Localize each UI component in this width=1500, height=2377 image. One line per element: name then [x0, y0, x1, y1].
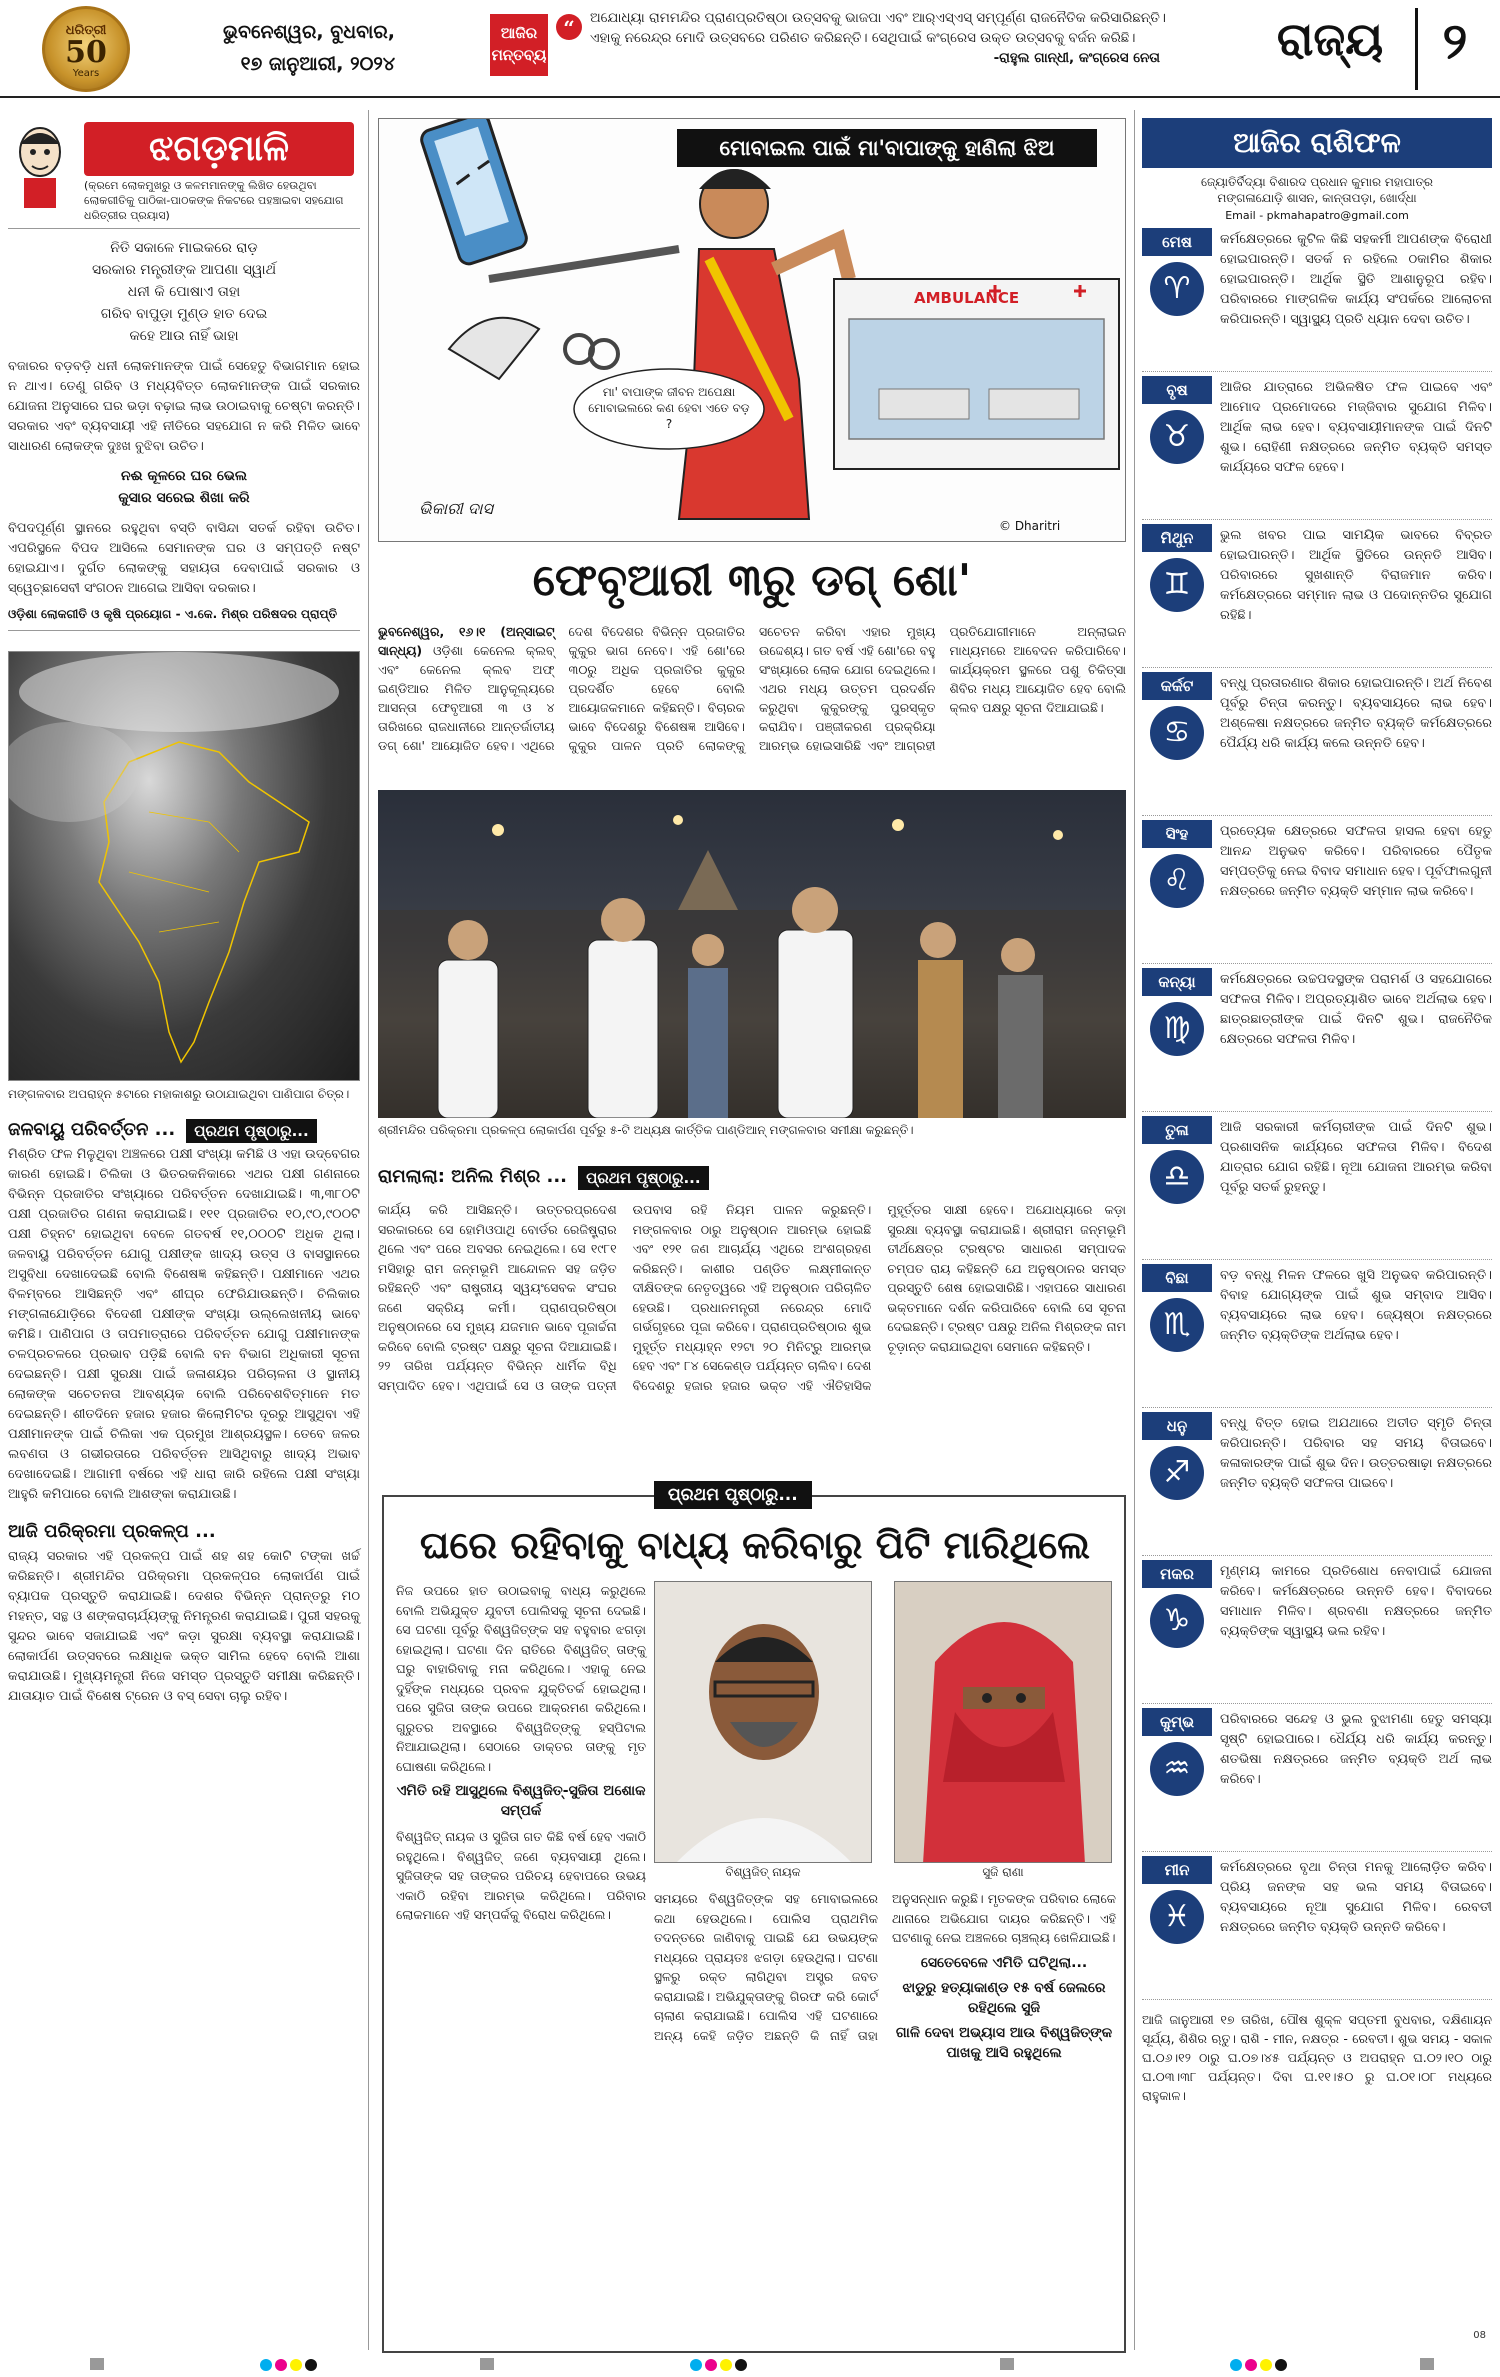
photo-caption: ବିଶ୍ୱଜିତ୍‌ ନାୟକ: [725, 1865, 801, 1879]
quote-of-day: [590, 8, 1190, 68]
zodiac-entry: [1142, 1408, 1492, 1556]
weather-satellite-image: [8, 651, 360, 1081]
column-subtitle: (କ୍ରମେ ଲୋକମୁଖରୁ ଓ କଳମମାନଙ୍କୁ ଲିଖିତ ହେଉଥିବା ଲୋକଗୀତିକୁ ପାଠିକା-ପାଠକଙ୍କ ନିକଟରେ ପହଞ୍ଚାଇବା ସହଯୋଗ ଧରିତ୍ରୀର ପ୍ରୟାସ): [84, 179, 344, 222]
accused-photo: [894, 1581, 1112, 1863]
quote-author: -ରାହୁଲ ଗାନ୍ଧୀ, କଂଗ୍ରେସ ନେତା: [993, 50, 1160, 66]
left-column: [8, 118, 360, 1707]
photo-row: [654, 1581, 1116, 1881]
satellite-caption: ମଙ୍ଗଳବାର ଅପରାହ୍ନ ୫ଟାରେ ମହାକାଶରୁ ଉଠାଯାଇଥିବା ପାଣିପାଗ ଚିତ୍ର।: [8, 1087, 350, 1101]
zodiac-prediction: କର୍ମକ୍ଷେତ୍ରରେ ଉଚ୍ଚପଦସ୍ଥଙ୍କ ପରାମର୍ଶ ଓ ସହଯୋଗରେ ସଫଳତା ମିଳିବ। ଅପ୍ରତ୍ୟାଶିତ ଭାବେ ଅର୍ଥଲାଭ ହେବ। ଛାତ୍ରଛାତ୍ରୀଙ୍କ ପାଇଁ ଦିନଟି ଶୁଭ। ରାଜନୈତିକ କ୍ଷେତ୍ରରେ ସଫଳତା ମିଳିବ।: [1220, 972, 1492, 1047]
dateline-date: ୧୭ ଜାନୁଆରୀ, ୨୦୨୪: [240, 53, 395, 75]
zodiac-name: ତୁଳା: [1142, 1116, 1212, 1144]
column-title: ଝଗଡ଼ମାଳି: [84, 122, 354, 176]
story-dateline: ଭୁବନେଶ୍ୱର, ୧୬।୧ (ଅନ୍‌ସାଇଟ୍‌ ସାନ୍ଧ୍ୟ): [378, 624, 555, 658]
zodiac-prediction: ଆଜିର ଯାତ୍ରାରେ ଅଭିଳଷିତ ଫଳ ପାଇବେ ଏବଂ ଆମୋଦ ପ୍ରମୋଦରେ ମଜ୍ଜିବାର ସୁଯୋଗ ମିଳିବ। ଆର୍ଥିକ ଲାଭ ହେବ। ବ୍ୟବସାୟୀମାନଙ୍କ ପାଇଁ ଦିନଟି ଶୁଭ। ରୋହିଣୀ ନକ୍ଷତ୍ରରେ ଜନ୍ମିତ ବ୍ୟକ୍ତି ସମସ୍ତ କାର୍ଯ୍ୟରେ ସଫଳ ହେବେ।: [1220, 380, 1492, 475]
jump-body: ମିଶ୍ରିତ ଫଳ ମିଳୁଥିବା ଅଞ୍ଚଳରେ ପକ୍ଷୀ ସଂଖ୍ୟା କମିଛି ଓ ଏହା ଉଦ୍‌ବେଗର କାରଣ ହୋଇଛି। ଚିଲିକା ଓ ଭିତରକନିକାରେ ଏଥର ପକ୍ଷୀ ଗଣନାରେ ବିଭିନ୍ନ ପ୍ରଜାତିର ସଂଖ୍ୟାରେ ପରିବର୍ତ୍ତନ ଦେଖାଯାଇଛି। ୩,୩୮୦ଟି ପକ୍ଷୀ ପ୍ରଜାତିର ଗଣନା କରାଯାଇଛି। ୧୧୧ ପ୍ରଜାତିର ୧୦,୯୦,୯୦୦ଟି ପକ୍ଷୀ ଚିହ୍ନଟ ହୋଇଥିବା ବେଳେ ଗତବର୍ଷ ୧୧,୦୦୦ଟି ଅଧିକ ଥିଲା। ଜଳବାୟୁ ପରିବର୍ତ୍ତନ ଯୋଗୁ ପକ୍ଷୀଙ୍କ ଖାଦ୍ୟ ଉତ୍ସ ଓ ବାସସ୍ଥାନରେ ଅସୁବିଧା ଦେଖାଦେଇଛି ବୋଲି ବିଶେଷଜ୍ଞ କହିଛନ୍ତି। ପକ୍ଷୀମାନେ ଏଥର ବିଳମ୍ବରେ ଆସିଛନ୍ତି ଏବଂ ଶୀଘ୍ର ଫେରିଯାଉଛନ୍ତି। ଚିଲିକାର ମଙ୍ଗଳାଯୋଡ଼ିରେ ବିଦେଶୀ ପକ୍ଷୀଙ୍କ ସଂଖ୍ୟା ଉଲ୍ଲେଖନୀୟ ଭାବେ କମିଛି। ପାଣିପାଗ ଓ ତାପମାତ୍ରାରେ ପରିବର୍ତ୍ତନ ଯୋଗୁ ପକ୍ଷୀମାନଙ୍କ ଚଳପ୍ରଚଳରେ ପ୍ରଭାବ ପଡ଼ିଛି ବୋଲି ବନ ବିଭାଗ ଅଧିକାରୀ ସୂଚନା ଦେଇଛନ୍ତି। ପକ୍ଷୀ ସୁରକ୍ଷା ପାଇଁ ଜଳାଶୟର ପରିଚାଳନା ଓ ସ୍ଥାନୀୟ ଲୋକଙ୍କ ସଚେତନତା ଆବଶ୍ୟକ ବୋଲି ପରିବେଶବିତ୍‌ମାନେ ମତ ଦେଇଛନ୍ତି। ଶୀତଦିନେ ହଜାର ହଜାର କିଲୋମିଟର ଦୂରରୁ ଆସୁଥିବା ଏହି ପକ୍ଷୀମାନଙ୍କ ପାଇଁ ଚିଲିକା ଏକ ପ୍ରମୁଖ ଆଶ୍ରୟସ୍ଥଳ। ତେବେ ଜଳର ଲବଣତା ଓ ଗଭୀରତାରେ ପରିବର୍ତ୍ତନ ଆସିଥିବାରୁ ଖାଦ୍ୟ ଅଭାବ ଦେଖାଦେଇଛି। ଆଗାମୀ ବର୍ଷରେ ଏହି ଧାରା ଜାରି ରହିଲେ ପକ୍ଷୀ ସଂଖ୍ୟା ଆହୁରି କମିପାରେ ବୋଲି ଆଶଙ୍କା କରାଯାଉଛି।: [8, 1147, 360, 1502]
quote-of-day-tag: ଆଜିର ମନ୍ତବ୍ୟ: [490, 14, 548, 76]
column-credit: ଓଡ଼ିଶା ଲୋକଗୀତି ଓ କୃଷି ପ୍ରୟୋଗ - ଏ.କେ. ମିଶ୍ର ପରିଷଦର ପ୍ରାପ୍ତି: [8, 607, 360, 631]
section-divider: [1415, 8, 1418, 90]
registration-bar: [1000, 2358, 1014, 2370]
zodiac-prediction: ପ୍ରତ୍ୟେକ କ୍ଷେତ୍ରରେ ସଫଳତା ହାସଲ ହେବା ହେତୁ ଆନନ୍ଦ ଅନୁଭବ କରିବେ। ପରିବାରରେ ପୈତୃକ ସମ୍ପତ୍ତିକୁ ନେଇ ବିବାଦ ସମାଧାନ ହେବ। ପୂର୍ବଫାଲଗୁନୀ ନକ୍ଷତ୍ରରେ ଜନ୍ମିତ ବ୍ୟକ୍ତି ସମ୍ମାନ ଲାଭ କରିବେ।: [1220, 824, 1492, 899]
cartoon-copyright: © Dharitri: [999, 519, 1061, 533]
section-name: ରାଜ୍ୟ: [1276, 12, 1384, 66]
zodiac-name: କନ୍ୟା: [1142, 968, 1212, 996]
jump-header: [8, 1517, 360, 1547]
newspaper-logo: [42, 6, 130, 92]
poem-line: ଧନୀ କି ପୋଷାଏ ତାହା: [127, 284, 241, 300]
story-column: [396, 1581, 646, 1925]
zodiac-symbol-icon: ♋: [1150, 706, 1204, 760]
continued-tag: ପ୍ରଥମ ପୃଷ୍ଠାରୁ...: [186, 1119, 316, 1143]
zodiac-symbol-icon: ♎: [1150, 1150, 1204, 1204]
zodiac-symbol-icon: ♑: [1150, 1594, 1204, 1648]
zodiac-symbol-icon: ♓: [1150, 1890, 1204, 1944]
zodiac-symbol-icon: ♐: [1150, 1446, 1204, 1500]
poem-line: କୁସାର ସରେଇ ଶିଖା କରି: [118, 490, 250, 506]
poem-line: ନଈ କୂଳରେ ଘର ଭେଲ: [120, 468, 248, 484]
zodiac-entry: [1142, 1852, 1492, 2000]
photo-caption: ସୁଜି ରାଣା: [982, 1865, 1024, 1879]
astrologer-email: Email - pkmahapatro@gmail.com: [1225, 209, 1409, 222]
section-header: [1250, 6, 1492, 88]
zodiac-symbol-icon: ♍: [1150, 1002, 1204, 1056]
story-body: [378, 622, 1126, 755]
color-registration-dots: [260, 2356, 320, 2372]
story-text: ନିଜ ଉପରେ ହାତ ଉଠାଇବାକୁ ବାଧ୍ୟ କରୁଥିଲେ ବୋଲି ଅଭିଯୁକ୍ତ ଯୁବତୀ ପୋଲିସକୁ ସୂଚନା ଦେଇଛି। ସେ ଘଟଣା ପୂର୍ବରୁ ବିଶ୍ୱଜିତ୍‌ଙ୍କ ସହ ବହୁବାର ଝଗଡ଼ା ହୋଇଥିଲା। ଘଟଣା ଦିନ ରାତିରେ ବିଶ୍ୱଜିତ୍‌ ତାଙ୍କୁ ଘରୁ ବାହାରିବାକୁ ମନା କରିଥିଲେ। ଏହାକୁ ନେଇ ଦୁହିଁଙ୍କ ମଧ୍ୟରେ ପ୍ରବଳ ଯୁକ୍ତିତର୍କ ହୋଇଥିଲା। ପରେ ସୁଜିତା ତାଙ୍କ ଉପରେ ଆକ୍ରମଣ କରିଥିଲେ। ଗୁରୁତର ଅବସ୍ଥାରେ ବିଶ୍ୱଜିତ୍‌ଙ୍କୁ ହସ୍ପିଟାଲ ନିଆଯାଇଥିଲା। ସେଠାରେ ଡାକ୍ତର ତାଙ୍କୁ ମୃତ ଘୋଷଣା କରିଥିଲେ।: [396, 1583, 646, 1774]
zodiac-prediction: ଆଜି ସରକାରୀ କର୍ମଚାରୀଙ୍କ ପାଇଁ ଦିନଟି ଶୁଭ। ପ୍ରଶାସନିକ କାର୍ଯ୍ୟରେ ସଫଳତା ମିଳିବ। ବିଦେଶ ଯାତ୍ରାର ଯୋଗ ରହିଛି। ନୂଆ ଯୋଜନା ଆରମ୍ଭ କରିବା ପୂର୍ବରୁ ସତର୍କ ରୁହନ୍ତୁ।: [1220, 1120, 1492, 1195]
zodiac-symbol-icon: ♈: [1150, 262, 1204, 316]
zodiac-entry: [1142, 224, 1492, 372]
zodiac-entry: [1142, 668, 1492, 816]
zodiac-entry: [1142, 1260, 1492, 1408]
story-subhead: ଏମିତି ରହି ଆସୁଥିଲେ ବିଶ୍ୱଜିତ୍‌-ସୁଜିତା ଅଶୋକ ସମ୍ପର୍କ: [396, 1783, 646, 1819]
zodiac-name: ସିଂହ: [1142, 820, 1212, 848]
story-headline: ଘରେ ରହିବାକୁ ବାଧ୍ୟ କରିବାରୁ ପିଟି ମାରିଥିଲେ: [419, 1523, 1091, 1567]
astrologer-name: ଜ୍ୟୋତିର୍ବିଦ୍ୟା ବିଶାରଦ ପ୍ରଧାନ କୁମାର ମହାପାତ୍ର: [1201, 175, 1433, 189]
logo-years-number: 50: [65, 35, 107, 70]
story-subhead: ଗାଳି ଦେବା ଅଭ୍ୟାସ ଆଉ ବିଶ୍ୱଜିତ୍‌ଙ୍କ ପାଖକୁ ଆସି ରହୁଥିଲେ: [895, 2025, 1113, 2061]
logo-name: ଧରିତ୍ରୀ: [65, 23, 107, 38]
jump-title: ଆଜି ପରିକ୍ରମା ପ୍ରକଳ୍ପ ...: [8, 1521, 216, 1542]
column-paragraph: ବିପଦପୂର୍ଣ୍ଣ ସ୍ଥାନରେ ରହୁଥିବା ବସ୍ତି ବାସିନ୍ଦା ସତର୍କ ରହିବା ଉଚିତ। ଏପରିସ୍ଥଳେ ବିପଦ ଆସିଲେ ସେମାନଙ୍କ ଘର ଓ ସମ୍ପତ୍ତି ନଷ୍ଟ ହୋଇଯାଏ। ଦୁର୍ଗତ ଲୋକଙ୍କୁ ସହାୟତା ଦେବାପାଇଁ ସରକାର ଓ ସ୍ୱେଚ୍ଛାସେବୀ ସଂଗଠନ ଆଗେଇ ଆସିବା ଦରକାର।: [8, 521, 360, 596]
zodiac-name: ମେଷ: [1142, 228, 1212, 256]
inspection-photo: [378, 790, 1126, 1118]
masthead: [0, 0, 1500, 98]
story-text: ସମୟରେ ବିଶ୍ୱଜିତ୍‌ଙ୍କ ସହ ମୋବାଇଲରେ କଥା ହେଉଥିଲେ। ପୋଲିସ ପ୍ରାଥମିକ ତଦନ୍ତରେ ଜାଣିବାକୁ ପାଇଛି ଯେ ଉଭୟଙ୍କ ମଧ୍ୟରେ ପ୍ରାୟତଃ ଝଗଡ଼ା ହେଉଥିଲା। ଘଟଣା ସ୍ଥଳରୁ ରକ୍ତ ଲାଗିଥିବା ଅସ୍ତ୍ର ଜବତ କରାଯାଇଛି। ଅଭିଯୁକ୍ତାଙ୍କୁ ଗିରଫ କରି କୋର୍ଟ ଚାଲାଣ କରାଯାଇଛି। ପୋଲିସ ଏହି ଘଟଣାରେ ଅନ୍ୟ କେହି ଜଡ଼ିତ ଅଛନ୍ତି କି ନାହିଁ ତାହା ଅନୁସନ୍ଧାନ କରୁଛି। ମୃତକଙ୍କ ପରିବାର ଲୋକେ ଥାନାରେ ଅଭିଯୋଗ ଦାୟର କରିଛନ୍ତି। ଏହି ଘଟଣାକୁ ନେଇ ଅଞ୍ଚଳରେ ଚାଞ୍ଚଲ୍ୟ ଖେଳିଯାଇଛି।: [654, 1891, 1116, 2043]
color-registration-dots: [690, 2356, 750, 2372]
cartoon-title: ମୋବାଇଲ ପାଇଁ ମା'ବାପାଙ୍କୁ ହାଣିଲା ଝିଅ: [677, 129, 1097, 167]
zodiac-name: କର୍କଟ: [1142, 672, 1212, 700]
zodiac-symbol-icon: ♊: [1150, 558, 1204, 612]
cartoon-face-icon: [10, 122, 70, 208]
zodiac-entry: [1142, 964, 1492, 1112]
poem-line: କହେ ଆଉ ନାହିଁ ଭାହା: [129, 328, 239, 344]
zodiac-prediction: ବଡ଼ ବନ୍ଧୁ ମିଳନ ଫଳରେ ଖୁସି ଅନୁଭବ କରିପାରନ୍ତି। ବିବାହ ଯୋଗ୍ୟଙ୍କ ପାଇଁ ଶୁଭ ସମ୍ବାଦ ଆସିବ। ବ୍ୟବସାୟରେ ଲାଭ ହେବ। ଜ୍ୟେଷ୍ଠା ନକ୍ଷତ୍ରରେ ଜନ୍ମିତ ବ୍ୟକ୍ତିଙ୍କ ଅର୍ଥଲାଭ ହେବ।: [1220, 1268, 1492, 1343]
print-registration-marks: [0, 2352, 1500, 2377]
story-headline: ଫେବୃଆରୀ ୩ରୁ ଡଗ୍‌ ଶୋ': [532, 555, 972, 606]
zodiac-name: କୁମ୍ଭ: [1142, 1708, 1212, 1736]
story-text: ବିଶ୍ୱଜିତ୍‌ ନାୟକ ଓ ସୁଜିତା ଗତ କିଛି ବର୍ଷ ହେବ ଏକାଠି ରହୁଥିଲେ। ବିଶ୍ୱଜିତ୍‌ ଜଣେ ବ୍ୟବସାୟୀ ଥିଲେ। ସୁଜିତାଙ୍କ ସହ ତାଙ୍କର ପରିଚୟ ହେବାପରେ ଉଭୟ ଏକାଠି ରହିବା ଆରମ୍ଭ କରିଥିଲେ। ପରିବାର ଲୋକମାନେ ଏହି ସମ୍ପର୍କକୁ ବିରୋଧ କରିଥିଲେ।: [396, 1829, 646, 1922]
story-body: କାର୍ଯ୍ୟ କରି ଆସିଛନ୍ତି। ଉତ୍ତରପ୍ରଦେଶ ସରକାରରେ ସେ ହୋମିଓପାଥି ବୋର୍ଡର ରେଜିଷ୍ଟ୍ରାର ଥିଲେ ଏବଂ ପରେ ଅବସର ନେଇଥିଲେ। ସେ ୧୯୮୧ ମସିହାରୁ ରାମ ଜନ୍ମଭୂମି ଆନ୍ଦୋଳନ ସହ ଜଡ଼ିତ ରହିଛନ୍ତି ଏବଂ ରାଷ୍ଟ୍ରୀୟ ସ୍ୱୟଂସେବକ ସଂଘର ଜଣେ ସକ୍ରିୟ କର୍ମୀ। ପ୍ରାଣପ୍ରତିଷ୍ଠା ଅନୁଷ୍ଠାନରେ ସେ ମୁଖ୍ୟ ଯଜମାନ ଭାବେ ପୂଜାର୍ଚ୍ଚନା କରିବେ ବୋଲି ଟ୍ରଷ୍ଟ ପକ୍ଷରୁ ସୂଚନା ଦିଆଯାଇଛି। ୨୨ ତାରିଖ ପର୍ଯ୍ୟନ୍ତ ବିଭିନ୍ନ ଧାର୍ମିକ ବିଧି ସମ୍ପାଦିତ ହେବ। ଏଥିପାଇଁ ସେ ଓ ତାଙ୍କ ପତ୍ନୀ ଉପବାସ ରହି ନିୟମ ପାଳନ କରୁଛନ୍ତି। ମଙ୍ଗଳବାର ଠାରୁ ଅନୁଷ୍ଠାନ ଆରମ୍ଭ ହୋଇଛି ଏବଂ ୧୨୧ ଜଣ ଆଚାର୍ଯ୍ୟ ଏଥିରେ ଅଂଶଗ୍ରହଣ କରିଛନ୍ତି। କାଶୀର ପଣ୍ଡିତ ଲକ୍ଷ୍ମୀକାନ୍ତ ଦୀକ୍ଷିତଙ୍କ ନେତୃତ୍ୱରେ ଏହି ଅନୁଷ୍ଠାନ ପରିଚାଳିତ ହେଉଛି। ପ୍ରଧାନମନ୍ତ୍ରୀ ନରେନ୍ଦ୍ର ମୋଦି ଗର୍ଭଗୃହରେ ପୂଜା କରିବେ। ପ୍ରାଣପ୍ରତିଷ୍ଠାର ଶୁଭ ମୁହୂର୍ତ୍ତ ମଧ୍ୟାହ୍ନ ୧୨ଟା ୨୦ ମିନିଟ୍‌ରୁ ଆରମ୍ଭ ହେବ ଏବଂ ୮୪ ସେକେଣ୍ଡ ପର୍ଯ୍ୟନ୍ତ ଚାଲିବ। ଦେଶ ବିଦେଶରୁ ହଜାର ହଜାର ଭକ୍ତ ଏହି ଐତିହାସିକ ମୁହୂର୍ତ୍ତର ସାକ୍ଷୀ ହେବେ। ଅଯୋଧ୍ୟାରେ କଡ଼ା ସୁରକ୍ଷା ବ୍ୟବସ୍ଥା କରାଯାଇଛି। ଶ୍ରୀରାମ ଜନ୍ମଭୂମି ତୀର୍ଥକ୍ଷେତ୍ର ଟ୍ରଷ୍ଟର ସାଧାରଣ ସମ୍ପାଦକ ଚମ୍ପତ ରାୟ କହିଛନ୍ତି ଯେ ଅନୁଷ୍ଠାନର ସମସ୍ତ ପ୍ରସ୍ତୁତି ଶେଷ ହୋଇସାରିଛି। ଏହାପରେ ସାଧାରଣ ଭକ୍ତମାନେ ଦର୍ଶନ କରିପାରିବେ ବୋଲି ସେ ସୂଚନା ଦେଇଛନ୍ତି। ଟ୍ରଷ୍ଟ ପକ୍ଷରୁ ଅନିଲ ମିଶ୍ରଙ୍କ ନାମ ଚୂଡ଼ାନ୍ତ କରାଯାଇଥିବା ସେମାନେ କହିଛନ୍ତି।: [378, 1202, 1126, 1393]
logo-years-word: Years: [72, 68, 100, 79]
daily-almanac: ଆଜି ଜାନୁଆରୀ ୧୭ ତାରିଖ, ପୌଷ ଶୁକ୍ଳ ସପ୍ତମୀ ବୁଧବାର, ଦକ୍ଷିଣାୟନ ସୂର୍ଯ୍ୟ, ଶିଶିର ଋତୁ। ରାଶି - ମୀନ, ନକ୍ଷତ୍ର - ରେବତୀ। ଶୁଭ ସମୟ - ସକାଳ ଘ.୦୬।୧୨ ଠାରୁ ଘ.୦୭।୪୫ ପର୍ଯ୍ୟନ୍ତ ଓ ଅପରାହ୍ନ ଘ.୦୨।୧୦ ଠାରୁ ଘ.୦୩।୩୮ ପର୍ଯ୍ୟନ୍ତ। ଦିବା ଘ.୧୧।୫୦ ରୁ ଘ.୦୧।୦୮ ମଧ୍ୟରେ ରାହୁକାଳ।: [1142, 2012, 1492, 2103]
poem-line: ନିତି ସକାଳେ ମାଇକରେ ରାଡ଼: [110, 240, 258, 256]
zodiac-symbol-icon: ♌: [1150, 854, 1204, 908]
dateline-place-day: ଭୁବନେଶ୍ୱର, ବୁଧବାର,: [223, 21, 395, 43]
zodiac-symbol-icon: ♉: [1150, 410, 1204, 464]
poem-line: ସରକାର ମନ୍ତ୍ରୀଙ୍କ ଆପଣା ସ୍ୱାର୍ଥ: [91, 262, 277, 278]
zodiac-entry: [1142, 1112, 1492, 1260]
cartoon-speech-bubble: ମା' ବାପାଙ୍କ ଜୀବନ ଅପେକ୍ଷା ମୋବାଇଲରେ କଣ ହେବା ଏତେ ବଡ଼ ?: [588, 385, 750, 431]
folk-couplet: [8, 465, 360, 509]
registration-bar: [1420, 2358, 1434, 2370]
color-registration-dots: [1230, 2356, 1290, 2372]
zodiac-symbol-icon: ♒: [1150, 1742, 1204, 1796]
zodiac-name: ମିଥୁନ: [1142, 524, 1212, 552]
person-portrait: [655, 1582, 872, 1863]
astrologer-address: ମଙ୍ଗଳାଯୋଡ଼ି ଶାସନ, କାନ୍ତାପଡ଼ା, ଖୋର୍ଦ୍ଧା: [1217, 191, 1417, 205]
jump-title: ରାମଲାଲା: ଅନିଲ ମିଶ୍ର ...: [378, 1166, 568, 1187]
cartoonist-signature: ଭିକାରୀ ଦାସ: [419, 499, 493, 518]
zodiac-prediction: କର୍ମକ୍ଷେତ୍ରରେ କୁଟିଳ କିଛି ସହକର୍ମୀ ଆପଣଙ୍କ ବିରୋଧୀ ହୋଇପାରନ୍ତି। ସତର୍କ ନ ରହିଲେ ଠକାମିର ଶିକାର ହୋଇପାରନ୍ତି। ଆର୍ଥିକ ସ୍ଥିତି ଆଶାନୁରୂପ ରହିବ। ପରିବାରରେ ମାଙ୍ଗଳିକ କାର୍ଯ୍ୟ ସଂପର୍କରେ ଆଲୋଚନା କରିପାରନ୍ତି। ସ୍ୱାସ୍ଥ୍ୟ ପ୍ରତି ଧ୍ୟାନ ଦେବା ଉଚିତ।: [1220, 232, 1492, 327]
continued-tag: ପ୍ରଥମ ପୃଷ୍ଠାରୁ...: [654, 1481, 812, 1509]
column-rule: [368, 110, 369, 2350]
folk-poem: [8, 228, 360, 347]
india-map-outline: [9, 652, 360, 1081]
poem-line: ଗରିବ ବାପୁଡ଼ା ମୁଣ୍ଡ ହାତ ଦେଇ: [100, 306, 268, 322]
astrologer-credit: [1142, 174, 1492, 224]
page-code: 08: [1473, 2330, 1486, 2341]
jump-body: ରାଜ୍ୟ ସରକାର ଏହି ପ୍ରକଳ୍ପ ପାଇଁ ଶହ ଶହ କୋଟି ଟଙ୍କା ଖର୍ଚ୍ଚ କରିଛନ୍ତି। ଶ୍ରୀମନ୍ଦିର ପରିକ୍ରମା ପ୍ରକଳ୍ପର ଲୋକାର୍ପଣ ପାଇଁ ବ୍ୟାପକ ପ୍ରସ୍ତୁତି କରାଯାଇଛି। ଦେଶର ବିଭିନ୍ନ ପ୍ରାନ୍ତରୁ ମଠ ମହନ୍ତ, ସନ୍ଥ ଓ ଶଙ୍କରାଚାର୍ଯ୍ୟଙ୍କୁ ନିମନ୍ତ୍ରଣ କରାଯାଇଛି। ପୁରୀ ସହରକୁ ସୁନ୍ଦର ଭାବେ ସଜାଯାଇଛି ଏବଂ କଡ଼ା ସୁରକ୍ଷା ବ୍ୟବସ୍ଥା କରାଯାଇଛି। ଲୋକାର୍ପଣ ଉତ୍ସବରେ ଲକ୍ଷାଧିକ ଭକ୍ତ ସାମିଲ ହେବେ ବୋଲି ଆଶା କରାଯାଉଛି। ମୁଖ୍ୟମନ୍ତ୍ରୀ ନିଜେ ସମସ୍ତ ପ୍ରସ୍ତୁତି ସମୀକ୍ଷା କରିଛନ୍ତି। ଯାତାୟାତ ପାଇଁ ବିଶେଷ ଟ୍ରେନ ଓ ବସ୍‌ ସେବା ଚାଲୁ ରହିବ।: [8, 1549, 360, 1704]
zodiac-name: ବୃଷ: [1142, 376, 1212, 404]
jump-header: [8, 1115, 360, 1145]
zodiac-entry: [1142, 372, 1492, 520]
story-subhead: ସେତେବେଳେ ଏମିତି ଘଟିଥିଲା...: [920, 1954, 1088, 1971]
ambulance-label: AMBULANCE: [914, 289, 1020, 307]
jump-header: [378, 1162, 1126, 1194]
zodiac-entry: [1142, 1704, 1492, 1852]
column-paragraph: ବଜାରର ବଡ଼ବଡ଼ି ଧନୀ ଲୋକମାନଙ୍କ ପାଇଁ ସେହେତୁ ବିଭାଗମାନ ହୋଇ ନ ଥାଏ। ତେଣୁ ଗରିବ ଓ ମଧ୍ୟବିତ୍ତ ଲୋକମାନଙ୍କ ପାଇଁ ସରକାର ଯୋଜନା ଅନୁସାରେ ଘର ଭଡ଼ା ବଢ଼ାଇ ଲାଭ ଉଠାଇବାକୁ ଚେଷ୍ଟା କରନ୍ତି। ସରକାର ଏବଂ ବ୍ୟବସାୟୀ ଏହି ନୀତିରେ ସହଯୋଗ ନ କରି ମିଳିତ ଭାବେ ସାଧାରଣ ଲୋକଙ୍କ ଦୁଃଖ ବୁଝିବା ଉଚିତ।: [8, 359, 360, 454]
horoscope-column: [1142, 118, 1492, 2105]
crowd-photo-illustration: [378, 790, 1126, 1118]
person-portrait: [895, 1582, 1112, 1863]
jump-title: ଜଳବାୟୁ ପରିବର୍ତ୍ତନ ...: [8, 1119, 176, 1140]
page-number: ୨: [1442, 12, 1468, 70]
zodiac-name: ଧନୁ: [1142, 1412, 1212, 1440]
column-header: [8, 118, 360, 222]
zodiac-entry: [1142, 520, 1492, 668]
crime-story-box: [382, 1485, 1126, 2353]
zodiac-prediction: ବନ୍ଧୁ ପ୍ରତାରଣାର ଶିକାର ହୋଇପାରନ୍ତି। ଅର୍ଥ ନିବେଶ ପୂର୍ବରୁ ଚିନ୍ତା କରନ୍ତୁ। ବ୍ୟବସାୟରେ ଲାଭ ହେବ। ଅଶ୍ଳେଷା ନକ୍ଷତ୍ରରେ ଜନ୍ମିତ ବ୍ୟକ୍ତି କର୍ମକ୍ଷେତ୍ରରେ ପୈର୍ଯ୍ୟ ଧରି କାର୍ଯ୍ୟ କଲେ ଉନ୍ନତି ହେବ।: [1220, 676, 1492, 751]
victim-photo: [654, 1581, 872, 1863]
continued-tag: ପ୍ରଥମ ପୃଷ୍ଠାରୁ...: [578, 1166, 708, 1190]
zodiac-prediction: କର୍ମକ୍ଷେତ୍ରରେ ବୃଥା ଚିନ୍ତା ମନକୁ ଆଲୋଡ଼ିତ କରିବ। ପ୍ରିୟ ଜନଙ୍କ ସହ ଭଲ ସମୟ ବିତାଇବେ। ବ୍ୟବସାୟରେ ନୂଆ ସୁଯୋଗ ମିଳିବ। ରେବତୀ ନକ୍ଷତ୍ରରେ ଜନ୍ମିତ ବ୍ୟକ୍ତି ଉନ୍ନତି କରିବେ।: [1220, 1860, 1492, 1935]
zodiac-list: [1142, 224, 1492, 2000]
quote-text: ଅଯୋଧ୍ୟା ରାମମନ୍ଦିର ପ୍ରାଣପ୍ରତିଷ୍ଠା ଉତ୍ସବକୁ ଭାଜପା ଏବଂ ଆର୍‌ଏସ୍‌ଏସ୍‌ ସମ୍ପୂର୍ଣ୍ଣ ରାଜନୈତିକ କରିସାରିଛନ୍ତି। ଏହାକୁ ନରେନ୍ଦ୍ର ମୋଦି ଉତ୍ସବରେ ପରିଣତ କରିଛନ୍ତି। ସେଥିପାଇଁ କଂଗ୍ରେସ ଉକ୍ତ ଉତ୍ସବକୁ ବର୍ଜନ କରିଛି।: [590, 10, 1166, 46]
story-photos-and-text: [654, 1581, 1116, 2063]
zodiac-name: ମୀନ: [1142, 1856, 1212, 1884]
registration-bar: [480, 2358, 494, 2370]
zodiac-symbol-icon: ♏: [1150, 1298, 1204, 1352]
zodiac-entry: [1142, 1556, 1492, 1704]
zodiac-name: ବିଛା: [1142, 1264, 1212, 1292]
story-text: ଓଡ଼ିଶା କେନେଲ କ୍ଲବ୍‌ ଏବଂ କେନେଲ କ୍ଲବ ଅଫ୍‌ ଇଣ୍ଡିଆର ମିଳିତ ଆନୁକୂଲ୍ୟରେ ଆସନ୍ତା ଫେବୃଆରୀ ୩ ଓ ୪ ତାରିଖରେ ରାଜଧାନୀରେ ଆନ୍ତର୍ଜାତୀୟ ଡଗ୍‌ ଶୋ' ଆୟୋଜିତ ହେବ। ଏଥିରେ ଦେଶ ବିଦେଶର ବିଭିନ୍ନ ପ୍ରଜାତିର କୁକୁର ଭାଗ ନେବେ। ଏହି ଶୋ'ରେ ୩୦ରୁ ଅଧିକ ପ୍ରଜାତିର କୁକୁର ପ୍ରଦର୍ଶିତ ହେବେ ବୋଲି ଆୟୋଜକମାନେ କହିଛନ୍ତି। ବିଚାରକ ଭାବେ ବିଦେଶରୁ ବିଶେଷଜ୍ଞ ଆସିବେ। କୁକୁର ପାଳନ ପ୍ରତି ଲୋକଙ୍କୁ ସଚେତନ କରିବା ଏହାର ମୁଖ୍ୟ ଉଦ୍ଦେଶ୍ୟ। ଗତ ବର୍ଷ ଏହି ଶୋ'ରେ ବହୁ ସଂଖ୍ୟାରେ ଲୋକ ଯୋଗ ଦେଇଥିଲେ। ଏଥର ମଧ୍ୟ ଉତ୍ତମ ପ୍ରଦର୍ଶନ କରୁଥିବା କୁକୁରଙ୍କୁ ପୁରସ୍କୃତ କରାଯିବ। ପଞ୍ଜୀକରଣ ପ୍ରକ୍ରିୟା ଆରମ୍ଭ ହୋଇସାରିଛି ଏବଂ ଆଗ୍ରହୀ ପ୍ରତିଯୋଗୀମାନେ ଅନ୍‌ଲାଇନ ମାଧ୍ୟମରେ ଆବେଦନ କରିପାରିବେ। କାର୍ଯ୍ୟକ୍ରମ ସ୍ଥଳରେ ପଶୁ ଚିକିତ୍ସା ଶିବିର ମଧ୍ୟ ଆୟୋଜିତ ହେବ ବୋଲି କ୍ଲବ ପକ୍ଷରୁ ସୂଚନା ଦିଆଯାଇଛି।: [378, 624, 1126, 753]
photo-caption: ଶ୍ରୀମନ୍ଦିର ପରିକ୍ରମା ପ୍ରକଳ୍ପ ଲୋକାର୍ପଣ ପୂର୍ବରୁ ୫-ଟି ଅଧ୍ୟକ୍ଷ କାର୍ତ୍ତିକ ପାଣ୍ଡିଆନ୍‌ ମଙ୍ଗଳବାର ସମୀକ୍ଷା କରୁଛନ୍ତି।: [378, 1123, 914, 1137]
quote-mark-icon: “: [556, 14, 582, 40]
registration-bar: [90, 2358, 104, 2370]
zodiac-prediction: ମୃଣ୍ମୟ କାମରେ ପ୍ରତିଶୋଧ ନେବାପାଇଁ ଯୋଜନା କରିବେ। କର୍ମକ୍ଷେତ୍ରରେ ଉନ୍ନତି ହେବ। ବିବାଦରେ ସମାଧାନ ମିଳିବ। ଶ୍ରବଣା ନକ୍ଷତ୍ରରେ ଜନ୍ମିତ ବ୍ୟକ୍ତିଙ୍କ ସ୍ୱାସ୍ଥ୍ୟ ଭଲ ରହିବ।: [1220, 1564, 1492, 1639]
zodiac-name: ମକର: [1142, 1560, 1212, 1588]
zodiac-prediction: ବନ୍ଧୁ ବିତ୍ତ ହୋଇ ଅଯଥାରେ ଅତୀତ ସ୍ମୃତି ଚିନ୍ତା କରିପାରନ୍ତି। ପରିବାର ସହ ସମୟ ବିତାଇବେ। କଳାକାରଙ୍କ ପାଇଁ ଶୁଭ ଦିନ। ଉତ୍ତରଷାଢ଼ା ନକ୍ଷତ୍ରରେ ଜନ୍ମିତ ବ୍ୟକ୍ତି ସଫଳତା ପାଇବେ।: [1220, 1416, 1492, 1491]
edition-dateline: [215, 16, 395, 80]
column-rule: [1134, 110, 1135, 2350]
cartoon-drawing: [379, 119, 1126, 542]
zodiac-prediction: ଭୁଲ ଖବର ପାଇ ସାମୟିକ ଭାବରେ ବିବ୍ରତ ହୋଇପାରନ୍ତି। ଆର୍ଥିକ ସ୍ଥିତିରେ ଉନ୍ନତି ଆସିବ। ପରିବାରରେ ସୁଖଶାନ୍ତି ବିରାଜମାନ କରିବ। କର୍ମକ୍ଷେତ୍ରରେ ସମ୍ମାନ ଲାଭ ଓ ପଦୋନ୍ନତିର ସୁଯୋଗ ରହିଛି।: [1220, 528, 1492, 623]
story-columns: [654, 1889, 1116, 2063]
horoscope-title: ଆଜିର ରାଶିଫଳ: [1142, 118, 1492, 168]
zodiac-entry: [1142, 816, 1492, 964]
editorial-cartoon: [378, 118, 1126, 542]
story-subhead: ଝାଡୁରୁ ହତ୍ୟାକାଣ୍ଡ ୧୫ ବର୍ଷ ଜେଲରେ ରହିଥିଲେ ସୁଜି: [902, 1980, 1106, 2016]
zodiac-prediction: ପରିବାରରେ ସନ୍ଦେହ ଓ ଭୁଲ ବୁଝାମଣା ହେତୁ ସମସ୍ୟା ସୃଷ୍ଟି ହୋଇପାରେ। ଧୈର୍ଯ୍ୟ ଧରି କାର୍ଯ୍ୟ କରନ୍ତୁ। ଶତଭିଷା ନକ୍ଷତ୍ରରେ ଜନ୍ମିତ ବ୍ୟକ୍ତି ଅର୍ଥ ଲାଭ କରିବେ।: [1220, 1712, 1492, 1787]
